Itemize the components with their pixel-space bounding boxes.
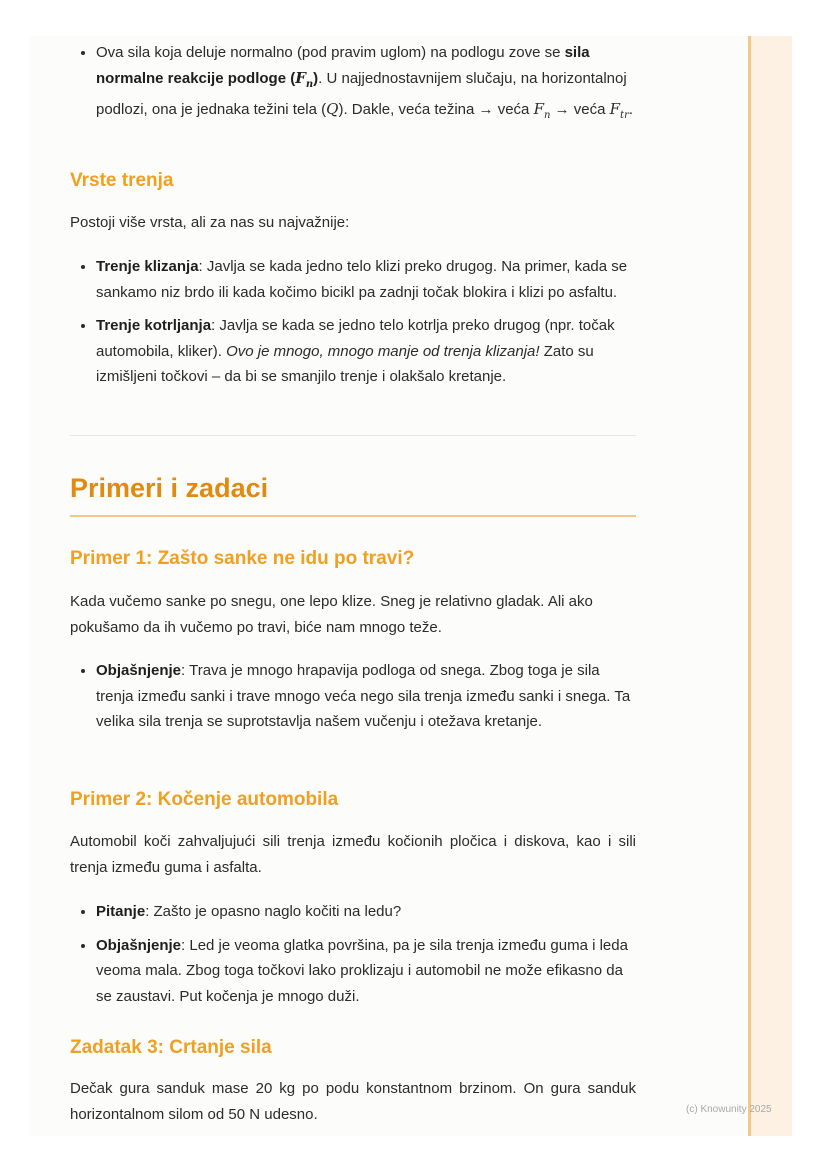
heading-primer-1: Primer 1: Zašto sanke ne idu po travi? xyxy=(70,548,415,569)
paragraph-primer-2: Automobil koči zahvaljujući sili trenja između kočionih pločica i diskova, kao i sili trenja između guma i asfalta. xyxy=(70,833,636,876)
heading-primeri-i-zadaci: Primeri i zadaci xyxy=(70,473,269,503)
primer-2-list xyxy=(70,899,636,1017)
intro-list xyxy=(70,40,636,129)
right-margin-strip xyxy=(748,36,792,1136)
list-item-trenje-kotrljanja: • Trenje kotrljanja: Javlja se kada se jedno telo kotrlja preko drugog (npr. točak automobila, kliker). Ovo je mnogo, mnogo manje od trenja klizanja! Zato su izmišljeni točkovi – da bi se smanjilo trenje i olakšalo kretanje. xyxy=(96,313,636,390)
list-item-objasnjenje-2: • Objašnjenje: Led je veoma glatka površina, pa je sila trenja između guma i leda veoma mala. Zbog toga točkovi lako proklizaju i automobil ne može efikasno da se zaustavi. Put kočenja je mnogo duži. xyxy=(96,933,636,1010)
watermark: (c) Knowunity 2025 xyxy=(686,1104,772,1115)
paragraph-primer-1: Kada vučemo sanke po snegu, one lepo klize. Sneg je relativno gladak. Ali ako pokušamo da ih vučemo po travi, biće nam mnogo teže. xyxy=(70,593,593,636)
paragraph-vrste-intro: Postoji više vrsta, ali za nas su najvažnije: xyxy=(70,214,350,231)
vrste-list xyxy=(70,254,636,398)
symbol-fn: $F_n$ xyxy=(533,100,551,121)
list-item-objasnjenje-1: • Objašnjenje: Trava je mnogo hrapavija podloga od snega. Zbog toga je sila trenja između sanki i trave mnogo veća nego sila trenja između sanki i snega. Ta velika sila trenja se suprotstavlja našem vučenju i otežava kretanje. xyxy=(96,658,636,735)
section-divider xyxy=(70,435,636,436)
symbol-q: Q xyxy=(326,100,339,118)
heading-vrste-trenja: Vrste trenja xyxy=(70,170,174,191)
list-item-pitanje: • Pitanje: Zašto je opasno naglo kočiti na ledu? xyxy=(96,899,636,925)
heading-zadatak-3: Zadatak 3: Crtanje sila xyxy=(70,1037,272,1058)
primer-1-list xyxy=(70,658,636,743)
list-item-trenje-klizanja: • Trenje klizanja: Javlja se kada jedno telo klizi preko drugog. Na primer, kada se sankamo niz brdo ili kada kočimo bicikl pa zadnji točak blokira i klizi po asfaltu. xyxy=(96,254,636,305)
symbol-ftr: $F_{tr}$ xyxy=(609,100,629,121)
bold-term-normal-force: sila normalne reakcije podloge $(F_n)$ xyxy=(96,44,590,90)
paragraph-zadatak-3: Dečak gura sanduk mase 20 kg po podu konstantnom brzinom. On gura sanduk horizontalnom silom od 50 N udesno. xyxy=(70,1080,636,1123)
list-item-normal-force: • Ova sila koja deluje normalno (pod pravim uglom) na podlogu zove se sila normalne reakcije podloge $(F_n)$. U najjednostavnijem slučaju, na horizontalnoj podlozi, ona je jednaka težini tela (Q). Dakle, veća težina → veća $F_n$ → veća $F_{tr}$. xyxy=(96,40,636,129)
heading-primer-2: Primer 2: Kočenje automobila xyxy=(70,789,339,810)
heading-underline xyxy=(70,515,636,517)
emphasis-note: Ovo je mnogo, mnogo manje od trenja klizanja! xyxy=(226,342,540,360)
right-margin-rule xyxy=(748,36,751,1136)
